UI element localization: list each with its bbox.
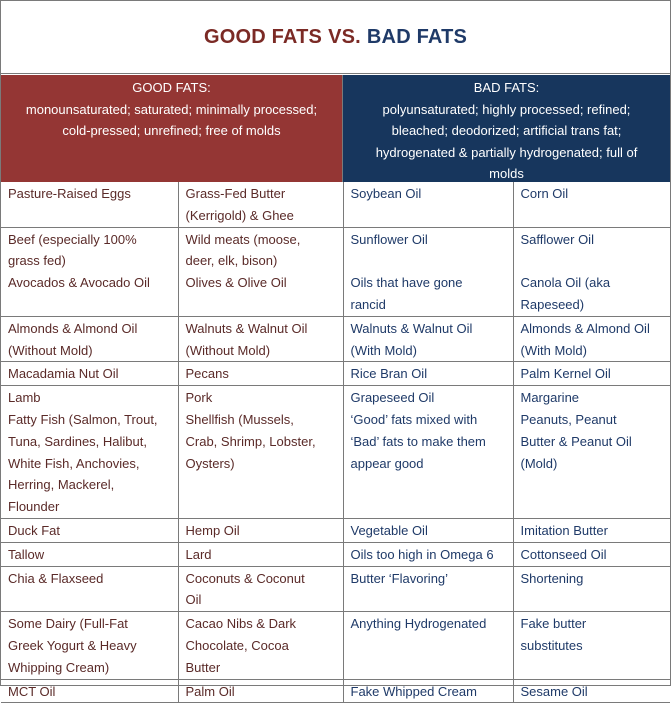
cell-text: Almonds & Almond Oil [8, 320, 138, 336]
cell-text: Coconuts & Coconut [185, 570, 305, 586]
bad-header-line: hydrogenated & partially hydrogenated; full of [375, 144, 638, 160]
cell-text: Palm Oil [185, 683, 235, 699]
cell-text: Olives & Olive Oil [185, 275, 287, 291]
table-row [1, 362, 670, 386]
bad-fat-cell [343, 679, 513, 703]
bad-fat-cell [343, 518, 513, 542]
good-fat-cell [1, 227, 178, 316]
cell-text: Imitation Butter [520, 522, 608, 538]
title-bad: BAD FATS [366, 25, 468, 48]
bad-header-line: polyunsaturated; highly processed; refined; [382, 101, 631, 117]
cell-text: Canola Oil (aka [520, 275, 611, 291]
bad-fat-cell [513, 518, 670, 542]
cell-text: (Without Mold) [185, 342, 271, 358]
good-fat-cell [1, 362, 178, 386]
good-fat-cell [1, 386, 178, 519]
table-row [1, 386, 670, 519]
cell-text: (Kerrigold) & Ghee [185, 207, 294, 223]
good-fat-cell [1, 612, 178, 679]
cell-text: Tallow [8, 546, 45, 562]
cell-text: Fake butter [520, 616, 587, 632]
cell-text: (Mold) [520, 455, 558, 471]
cell-text: Grapeseed Oil [350, 390, 435, 406]
cell-text: Pasture-Raised Eggs [8, 186, 131, 201]
cell-text: Shortening [520, 570, 584, 586]
fats-table [1, 182, 670, 703]
cell-text: Safflower Oil [520, 231, 594, 247]
cell-text: (Without Mold) [8, 342, 93, 358]
cell-text: ‘Bad’ fats to make them [350, 433, 486, 449]
cell-text: Flounder [8, 499, 60, 515]
cell-text: grass fed) [8, 253, 66, 269]
bad-fat-cell [343, 542, 513, 566]
bad-fats-header [343, 75, 670, 182]
cell-text: Grass-Fed Butter [185, 186, 286, 201]
cell-text: Lard [185, 546, 212, 562]
cell-text: Margarine [520, 390, 580, 406]
bad-fat-cell [513, 566, 670, 612]
cell-text: Avocados & Avocado Oil [8, 275, 150, 291]
bad-fat-cell [513, 316, 670, 362]
bad-fat-cell [513, 679, 670, 703]
cell-text: Vegetable Oil [350, 522, 428, 538]
cell-text: Rapeseed) [520, 296, 585, 312]
cell-text: Lamb [8, 390, 41, 406]
cell-text: rancid [350, 296, 386, 312]
bad-fat-cell [343, 566, 513, 612]
cell-text: Rice Bran Oil [350, 366, 428, 382]
bad-fat-cell [343, 182, 513, 227]
cell-text: Greek Yogurt & Heavy [8, 637, 137, 653]
table-row [1, 566, 670, 612]
cell-text: Hemp Oil [185, 522, 240, 538]
good-fat-cell [178, 227, 343, 316]
bad-fat-cell [513, 227, 670, 316]
bad-fat-cell [343, 362, 513, 386]
cell-text: Cacao Nibs & Dark [185, 616, 297, 632]
bad-fat-cell [513, 542, 670, 566]
bad-fat-cell [513, 362, 670, 386]
good-fat-cell [178, 182, 343, 227]
good-fat-cell [1, 679, 178, 703]
cell-text: Oysters) [185, 455, 235, 471]
bad-header-line: molds [489, 166, 524, 181]
good-fat-cell [178, 518, 343, 542]
cell-text: appear good [350, 455, 424, 471]
bad-fat-cell [343, 227, 513, 316]
title-vs: VS. [328, 25, 361, 48]
cell-text [521, 250, 667, 272]
good-header-line: monounsaturated; saturated; minimally processed; [25, 101, 318, 117]
cell-text: Fatty Fish (Salmon, Trout, [8, 411, 158, 427]
cell-text: Beef (especially 100% [8, 231, 137, 247]
cell-text: Butter & Peanut Oil [520, 433, 632, 449]
cell-text: Chocolate, Cocoa [185, 637, 289, 653]
cell-text: (With Mold) [520, 342, 587, 358]
good-fat-cell [178, 612, 343, 679]
cell-text: Butter [185, 659, 221, 675]
cell-text: Wild meats (moose, [185, 231, 301, 247]
bad-fat-cell [513, 182, 670, 227]
good-header-line: cold-pressed; unrefined; free of molds [62, 123, 281, 138]
cell-text: Pork [185, 390, 213, 406]
bad-header-line: bleached; deodorized; artificial trans fat; [391, 123, 622, 138]
good-fat-cell [178, 542, 343, 566]
cell-text: Sunflower Oil [350, 231, 428, 247]
good-fat-cell [178, 362, 343, 386]
cell-text: Almonds & Almond Oil [520, 320, 650, 336]
cell-text: White Fish, Anchovies, [8, 455, 140, 471]
cell-text: Cottonseed Oil [520, 546, 607, 562]
cell-text: Palm Kernel Oil [520, 366, 611, 382]
cell-text: Crab, Shrimp, Lobster, [185, 433, 316, 449]
cell-text: Walnuts & Walnut Oil [350, 320, 473, 336]
cell-text: ‘Good’ fats mixed with [350, 411, 478, 427]
cell-text: Macadamia Nut Oil [8, 366, 119, 382]
cell-text: Peanuts, Peanut [520, 411, 617, 427]
cell-text: Fake Whipped Cream [350, 683, 477, 699]
cell-text [351, 250, 509, 272]
good-fat-cell [1, 316, 178, 362]
bad-fat-cell [343, 316, 513, 362]
cell-text: substitutes [520, 637, 583, 653]
good-header-line: GOOD FATS: [132, 80, 211, 95]
bad-fat-cell [343, 612, 513, 679]
cell-text: Pecans [185, 366, 229, 382]
bad-fat-cell [513, 612, 670, 679]
bad-fat-cell [513, 386, 670, 519]
cell-text: Walnuts & Walnut Oil [185, 320, 308, 336]
good-fat-cell [178, 566, 343, 612]
good-fat-cell [1, 518, 178, 542]
cell-text: Oils that have gone [350, 275, 463, 291]
table-row [1, 182, 670, 227]
table-row [1, 542, 670, 566]
cell-text: (With Mold) [350, 342, 417, 358]
cell-text: Soybean Oil [350, 186, 422, 201]
table-row [1, 679, 670, 703]
cell-text: Shellfish (Mussels, [185, 411, 294, 427]
table-row [1, 518, 670, 542]
cell-text: Whipping Cream) [8, 659, 110, 675]
cell-text: Oil [185, 592, 202, 608]
bad-fat-cell [343, 386, 513, 519]
good-fat-cell [1, 182, 178, 227]
good-fat-cell [178, 386, 343, 519]
cell-text: Chia & Flaxseed [8, 570, 104, 586]
bad-header-line: BAD FATS: [473, 80, 540, 95]
good-fat-cell [178, 316, 343, 362]
good-fats-header [1, 75, 343, 182]
cell-text: Butter ‘Flavoring’ [350, 570, 449, 586]
cell-text: Sesame Oil [520, 683, 588, 699]
cell-text: Tuna, Sardines, Halibut, [8, 433, 147, 449]
cell-text: MCT Oil [8, 683, 56, 699]
table-row [1, 612, 670, 679]
cell-text: Oils too high in Omega 6 [350, 546, 494, 562]
good-fat-cell [178, 679, 343, 703]
good-fat-cell [1, 566, 178, 612]
title-good: GOOD FATS [203, 25, 323, 48]
cell-text: Duck Fat [8, 522, 61, 538]
cell-text: Herring, Mackerel, [8, 477, 115, 493]
cell-text: deer, elk, bison) [185, 253, 278, 269]
good-fat-cell [1, 542, 178, 566]
table-row [1, 227, 670, 316]
cell-text: Some Dairy (Full-Fat [8, 616, 128, 632]
table-row [1, 316, 670, 362]
cell-text: Corn Oil [520, 186, 569, 201]
cell-text: Anything Hydrogenated [350, 616, 487, 632]
page-title [1, 1, 670, 74]
